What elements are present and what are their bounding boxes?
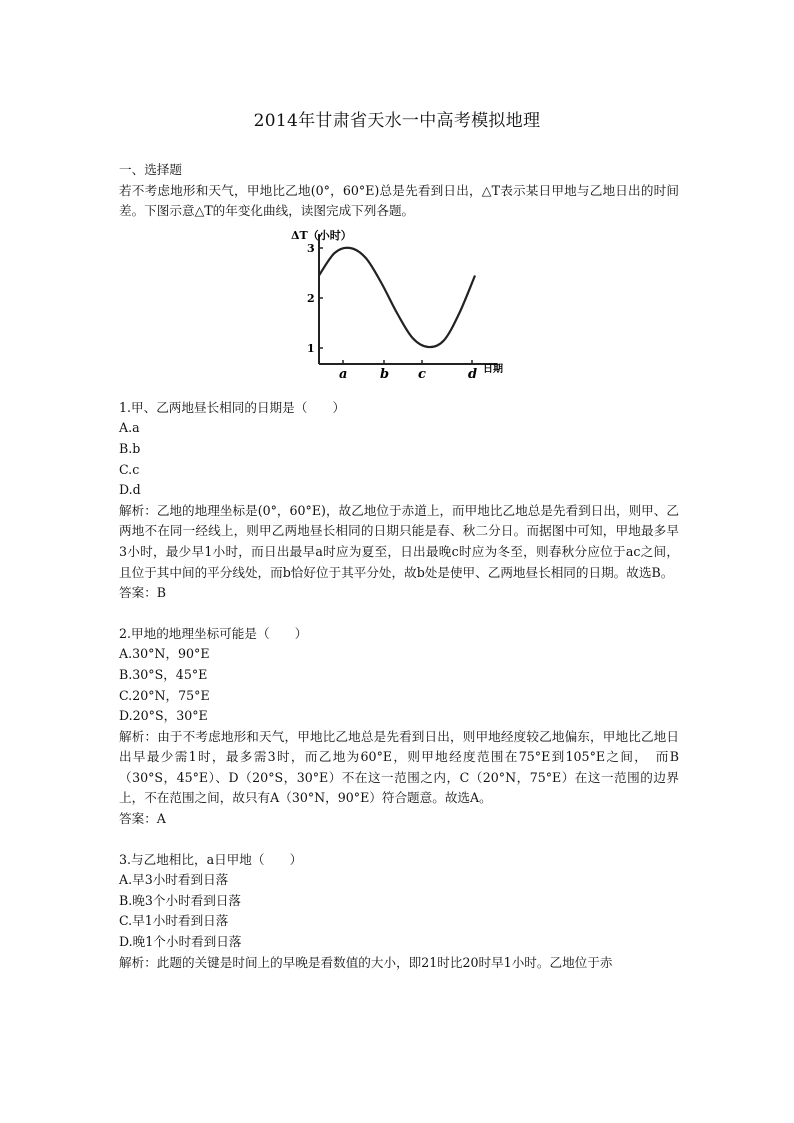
x-tick-label: c [418, 366, 426, 382]
y-tick-label: 2 [307, 291, 315, 305]
document-body [119, 160, 679, 973]
option-d: D.d [119, 482, 141, 498]
y-axis-label: ΔT（小时） [291, 228, 352, 242]
document-title: 2014年甘肃省天水一中高考模拟地理 [253, 111, 541, 131]
option-a: A.a [119, 420, 140, 436]
option-b: B.b [119, 440, 141, 456]
question-stem: 2.甲地的地理坐标可能是（ ） [119, 625, 308, 641]
question-stem: 3.与乙地相比，a日甲地（ ） [119, 851, 303, 867]
series-line [319, 248, 475, 347]
answer-text: 答案：B [119, 585, 167, 601]
option-d: D.晚1个小时看到日落 [119, 934, 242, 950]
section-heading: 一、选择题 [119, 162, 182, 177]
option-b: B.晚3个小时看到日落 [119, 892, 242, 908]
delta-t-chart [119, 222, 679, 398]
analysis-text: 解析：乙地的地理坐标是(0°，60°E)，故乙地位于赤道上，而甲地比乙地总是先看到日出，则甲、乙两地不在同一经线上，则甲乙两地昼长相同的日期只能是春、秋二分日。而据图中可知，甲地最多早3小时，最少早1小时，而日出最早a时应为夏至，日出最晚c时应为冬至，则春秋分应位于ac之间，且位于其中间的平分线处，而b恰好位于其平分处，故b处是使甲、乙两地昼长相同的日期。故选B。 [119, 502, 679, 580]
y-tick-label: 1 [307, 341, 315, 355]
option-c: C.c [119, 461, 140, 477]
option-a: A.早3小时看到日落 [119, 872, 229, 888]
x-tick-label: d [468, 366, 478, 382]
option-c: C.20°N，75°E [119, 687, 210, 703]
x-tick-label: a [339, 366, 348, 382]
option-a: A.30°N，90°E [119, 646, 210, 662]
chart-svg [287, 222, 547, 398]
question-stem: 1.甲、乙两地昼长相同的日期是（ ） [119, 399, 346, 415]
intro-paragraph: 若不考虑地形和天气，甲地比乙地(0°，60°E)总是先看到日出，△T表示某日甲地与乙地日出的时间差。下图示意△T的年变化曲线，读图完成下列各题。 [119, 182, 679, 219]
analysis-text: 解析：此题的关键是时间上的早晚是看数值的大小，即21时比20时早1小时。乙地位于赤 [119, 954, 613, 970]
option-d: D.20°S，30°E [119, 708, 208, 724]
x-axis-label: 日期 [483, 363, 503, 375]
answer-text: 答案：A [119, 811, 166, 827]
option-c: C.早1小时看到日落 [119, 913, 229, 929]
analysis-text: 解析：由于不考虑地形和天气，甲地比乙地总是先看到日出，则甲地经度较乙地偏东，甲地比乙地日出早最少需1时，最多需3时，而乙地为60°E，则甲地经度范围在75°E到105°E之间， 而B（30°S，45°E）、D（20°S，30°E）不在这一范围之内，C（20°N，75°E）在这一范围的边界上，不在范围之间，故只有A（30°N，90°E）符合题意。故选A。 [119, 728, 679, 806]
x-tick-label: b [380, 366, 390, 382]
y-tick-label: 3 [307, 241, 315, 255]
option-b: B.30°S，45°E [119, 666, 208, 682]
